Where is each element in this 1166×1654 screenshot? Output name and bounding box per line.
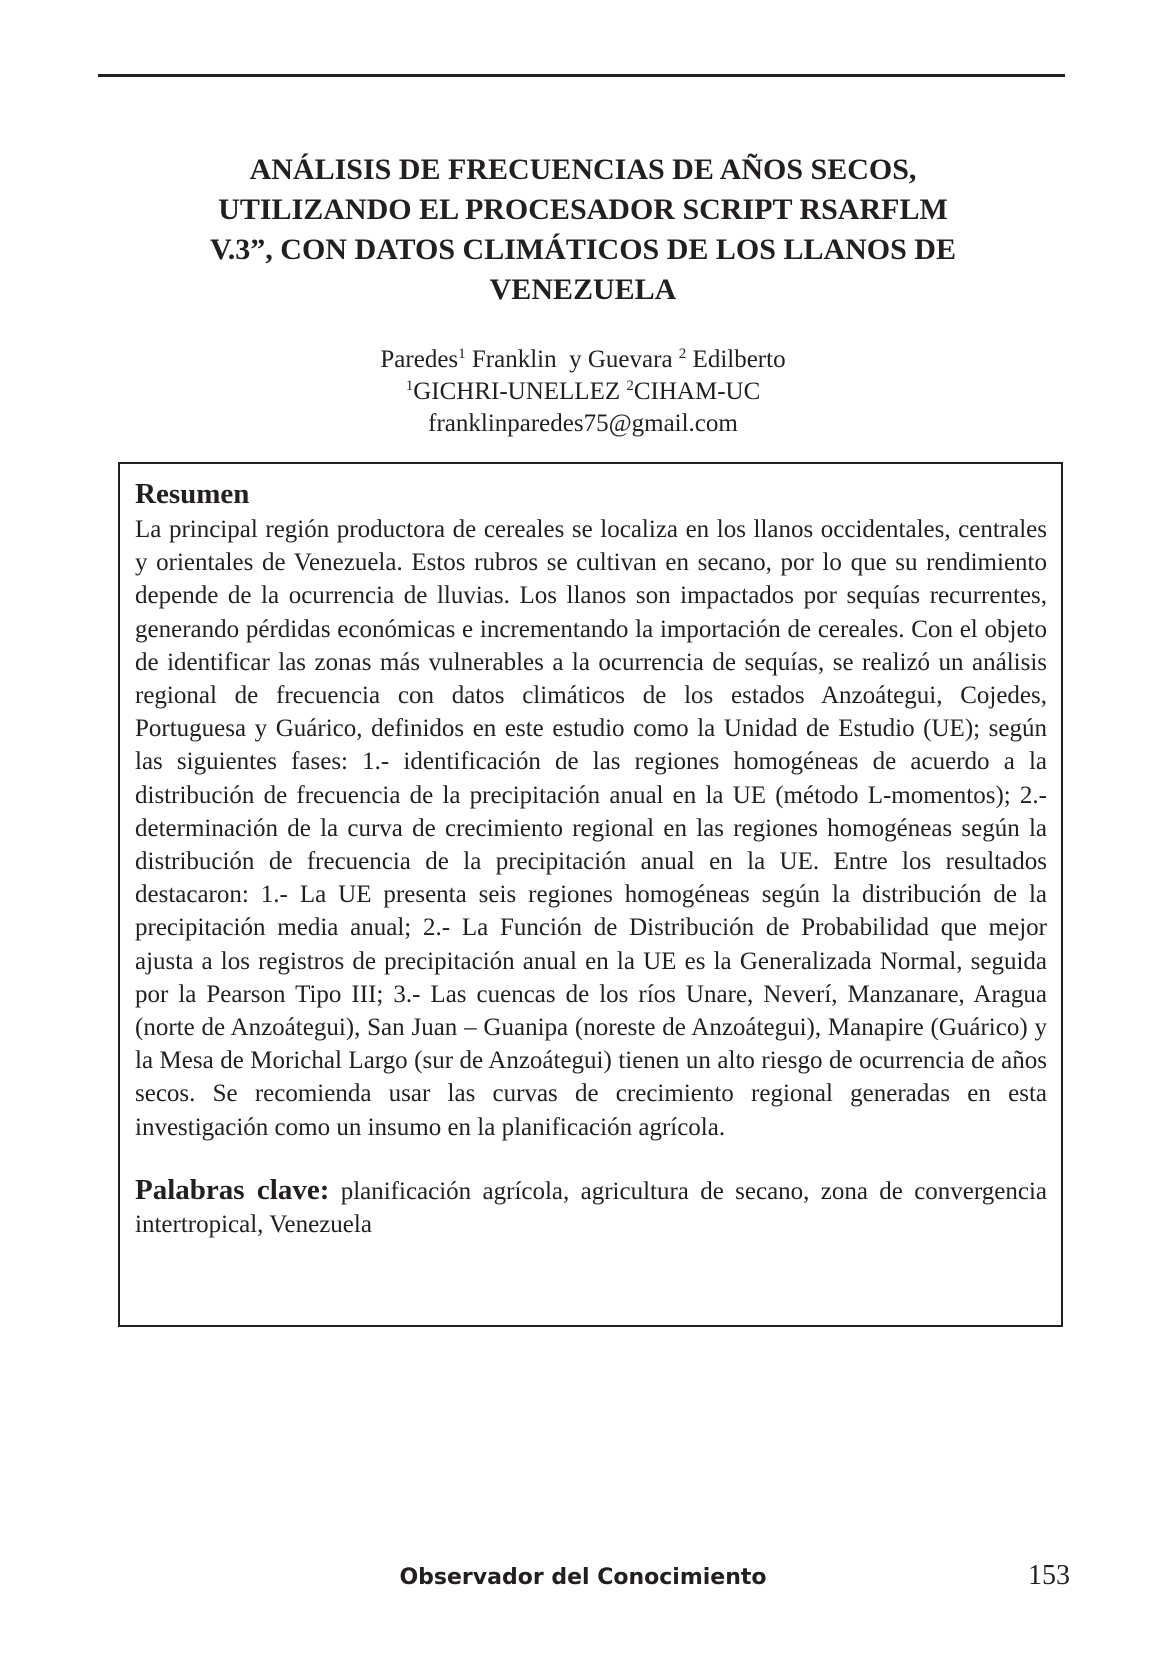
affiliation2-mark: 2 <box>626 378 634 394</box>
author-email: franklinparedes75@gmail.com <box>428 410 738 437</box>
author1-surname: Paredes <box>380 346 459 373</box>
title-line: UTILIZANDO EL PROCESADOR SCRIPT RSARFLM <box>218 193 948 226</box>
author-block <box>100 344 1066 440</box>
author2-affiliation-mark: 2 <box>678 346 687 362</box>
page-number: 153 <box>1028 1560 1070 1591</box>
abstract-box <box>118 462 1063 1327</box>
author-line <box>100 344 1066 376</box>
author-names: Franklin y Guevara <box>465 346 679 373</box>
affiliation2-name: CIHAM-UC <box>633 378 761 405</box>
author1-affiliation-mark: 1 <box>458 346 466 362</box>
keywords-text: planificación agrícola, agricultura de secano, zona de convergencia intertropical, Venezuela <box>135 1177 1048 1238</box>
affiliation1-mark: 1 <box>405 378 414 394</box>
footer-journal-name: Observador del Conocimiento <box>399 1565 767 1590</box>
keywords-label: Palabras clave: <box>135 1173 330 1206</box>
paper-title <box>100 150 1066 310</box>
title-line: V.3”, CON DATOS CLIMÁTICOS DE LOS LLANOS DE <box>209 233 956 266</box>
affiliation1-name: GICHRI-UNELLEZ <box>413 378 627 405</box>
title-line: ANÁLISIS DE FRECUENCIAS DE AÑOS SECOS, <box>249 153 917 186</box>
affiliation-line <box>100 376 1066 408</box>
keywords <box>135 1174 1047 1241</box>
author2-name: Edilberto <box>686 346 786 373</box>
abstract-body: La principal región productora de cereales se localiza en los llanos occidentales, centrales y orientales de Venezuela. Estos rubros se cultivan en secano, por lo que su rendimiento depende de la ocurrencia de lluvias. Los llanos son impactados por sequías recurrentes, generando pérdidas económicas e incrementando la importación de cereales. Con el objeto de identificar las zonas más vulnerables a la ocurrencia de sequías, se realizó un análisis regional de frecuencia con datos climáticos de los estados Anzoátegui, Cojedes, Portuguesa y Guárico, definidos en este estudio como la Unidad de Estudio (UE); según las siguientes fases: 1.- identificación de las regiones homogéneas de acuerdo a la distribución de frecuencia de la precipitación anual en la UE (método L-momentos); 2.- determinación de la curva de crecimiento regional en las regiones homogéneas según la distribución de frecuencia de la precipitación anual en la UE. Entre los resultados destacaron: 1.- La UE presenta seis regiones homogéneas según la distribución de la precipitación media anual; 2.- La Función de Distribución de Probabilidad que mejor ajusta a los registros de precipitación anual en la UE es la Generalizada Normal, seguida por la Pearson Tipo III; 3.- Las cuencas de los ríos Unare, Neverí, Manzanare, Aragua (norte de Anzoátegui), San Juan – Guanipa (noreste de Anzoátegui), Manapire (Guárico) y la Mesa de Morichal Largo (sur de Anzoátegui) tienen un alto riesgo de ocurrencia de años secos. Se recomienda usar las curvas de crecimiento regional generadas en esta investigación como un insumo en la planificación agrícola. <box>135 516 1047 1141</box>
top-rule <box>98 74 1065 77</box>
abstract-heading: Resumen <box>135 478 250 510</box>
title-line: VENEZUELA <box>489 273 677 306</box>
